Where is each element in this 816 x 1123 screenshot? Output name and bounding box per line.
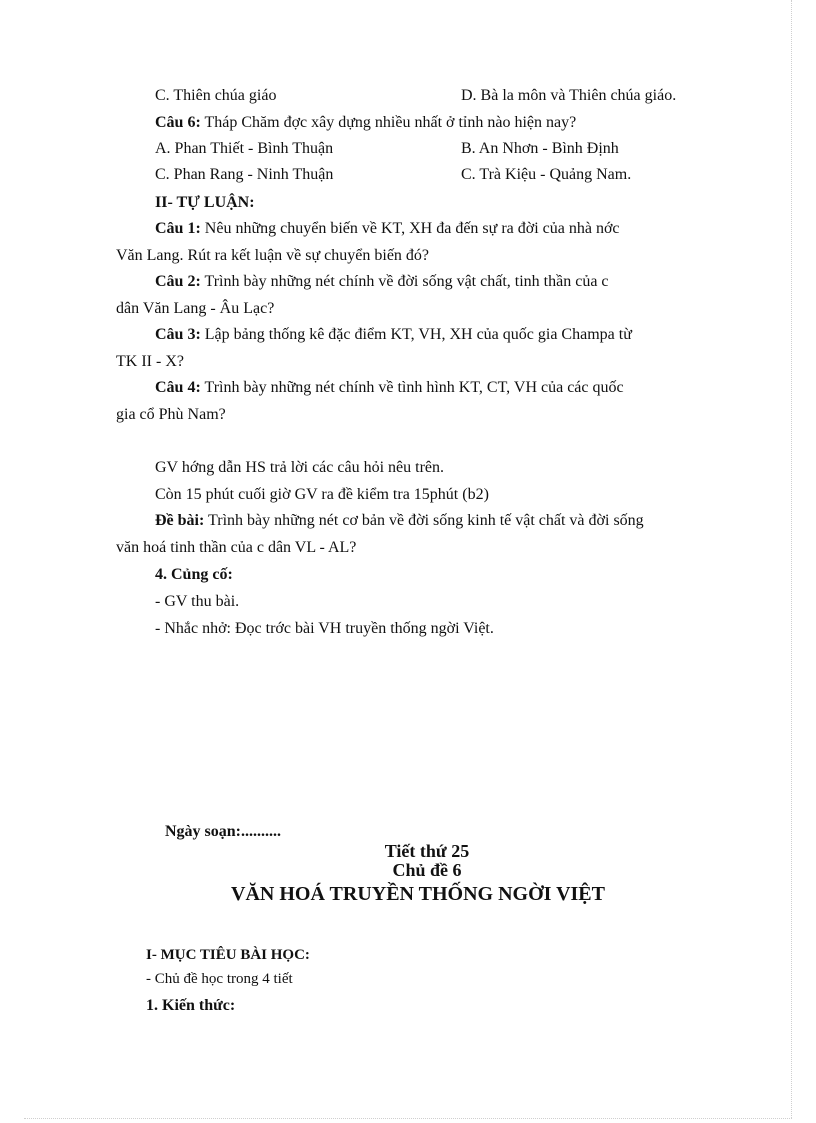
knowledge-heading: 1. Kiến thức: [146,997,236,1014]
essay-q2-continuation: dân Văn Lang - Âu Lạc? [116,300,275,317]
exam-label: Đề bài: [155,512,205,529]
essay-q4-continuation: gia cổ Phù Nam? [116,406,226,423]
exam-text: Trình bày những nét cơ bản về đời sống kinh tế vật chất và đời sống [204,512,644,529]
essay-q1-continuation: Văn Lang. Rút ra kết luận về sự chuyển biến đó? [116,247,430,264]
objectives-heading: I- MỤC TIÊU BÀI HỌC: [146,947,310,963]
topic-title: Chủ đề 6 [392,860,462,880]
essay-q2-label: Câu 2: [155,273,201,290]
essay-question-4 [155,378,624,398]
prep-date [165,822,281,842]
q6-label: Câu 6: [155,114,201,131]
prep-date-value: .......... [241,823,282,840]
essay-q4-label: Câu 4: [155,379,201,396]
period-title: Tiết thứ 25 [384,841,470,861]
page-right-border [791,0,792,1118]
q5-option-c: C. Thiên chúa giáo [155,87,277,104]
q6-option-a: A. Phan Thiết - Bình Thuận [155,140,334,157]
page-bottom-border [24,1118,792,1119]
guide-line-2: Còn 15 phút cuối giờ GV ra đề kiểm tra 15phút (b2) [155,486,489,503]
prep-date-label: Ngày soạn: [165,823,242,840]
essay-question-3 [155,325,632,345]
q6-option-c: C. Phan Rang - Ninh Thuận [155,166,334,183]
objective-note: - Chủ đề học trong 4 tiết [146,971,293,987]
exam-prompt [155,511,644,531]
q6-option-b: B. An Nhơn - Bình Định [461,140,619,157]
essay-q1-label: Câu 1: [155,220,201,237]
q5-option-d: D. Bà la môn và Thiên chúa giáo. [461,87,677,104]
bullet-reminder: - Nhắc nhở: Đọc trớc bài VH truyền thống ngời Việt. [155,620,494,637]
q6-text: Tháp Chăm đợc xây dựng nhiều nhất ở tỉnh nào hiện nay? [200,114,577,131]
essay-question-2 [155,272,609,292]
essay-q1-text: Nêu những chuyển biến về KT, XH đa đến sự ra đời của nhà nớc [200,220,620,237]
essay-heading: II- TỰ LUẬN: [155,194,255,211]
bullet-collect: - GV thu bài. [155,593,240,610]
essay-q4-text: Trình bày những nét chính về tình hình KT, CT, VH của các quốc [200,379,624,396]
essay-q3-continuation: TK II - X? [116,353,184,370]
essay-q2-text: Trình bày những nét chính về đời sống vật chất, tinh thần của c [200,273,609,290]
q6-option-d: C. Trà Kiệu - Quảng Nam. [461,166,632,183]
essay-q3-label: Câu 3: [155,326,201,343]
essay-question-1 [155,219,620,239]
consolidate-heading: 4. Củng cố: [155,566,233,583]
guide-line-1: GV hớng dẫn HS trả lời các câu hỏi nêu trên. [155,459,444,476]
lesson-title: VĂN HOÁ TRUYỀN THỐNG NGỜI VIỆT [231,883,605,905]
q6-question [155,113,576,133]
exam-continuation: văn hoá tinh thần của c dân VL - AL? [116,539,357,556]
essay-q3-text: Lập bảng thống kê đặc điểm KT, VH, XH của quốc gia Champa từ [200,326,632,343]
